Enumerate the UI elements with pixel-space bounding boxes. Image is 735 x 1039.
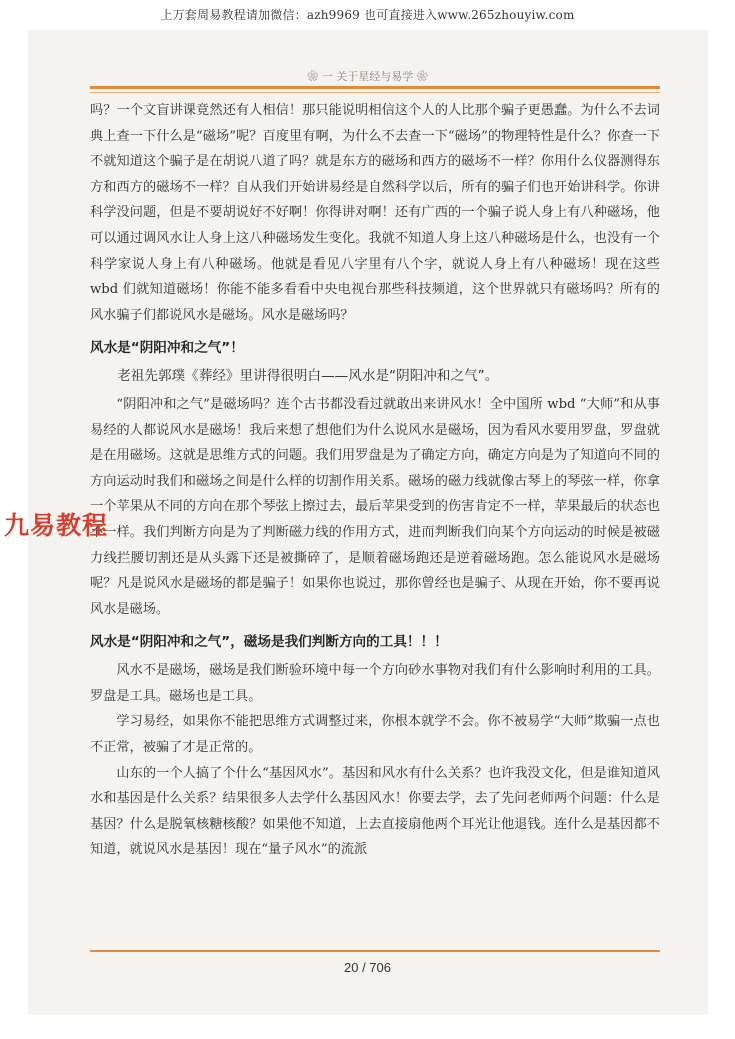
footer-divider xyxy=(90,950,660,952)
paragraph: 风水不是磁场，磁场是我们断验环境中每一个方向砂水事物对我们有什么影响时利用的工具。罗盘是工具。磁场也是工具。 xyxy=(90,663,660,704)
paragraph: “阴阳冲和之气”是磁场吗？连个古书都没看过就敢出来讲风水！全中国所 wbd “大师”和从事易经的人都说风水是磁场！我后来想了想他们为什么说风水是磁场，因为看风水要用罗盘，罗盘就是在用磁场。这就是思维方式的问题。我们用罗盘是为了确定方向，确定方向是为了知道向不同的方向运动时我们和磁场之间是什么样的切割作用关系。磁场的磁力线就像古琴上的琴弦一样，你拿一个苹果从不同的方向在那个琴弦上擦过去，最后苹果受到的伤害肯定不一样，苹果最后的状态也不一样。我们判断方向是为了判断磁力线的作用方式，进而判断我们向某个方向运动的时候是被磁力线拦腰切割还是从头露下还是被撕碎了，是顺着磁场跑还是逆着磁场跑。怎么能说风水是磁场呢？凡是说风水是磁场的都是骗子！如果你也说过，那你曾经也是骗子、从现在开始，你不要再说风水是磁场。 xyxy=(90,396,660,617)
page-number: 20 / 706 xyxy=(344,960,391,975)
header-divider-thin xyxy=(90,92,660,93)
chapter-header: ❀ 一 关于星经与易学 ❀ xyxy=(307,70,428,83)
header-divider xyxy=(90,86,660,89)
paragraph: 山东的一个人搞了个什么“基因风水”。基因和风水有什么关系？也许我没文化，但是谁知道风水和基因是什么关系？结果很多人去学什么基因风水！你要去学，去了先问老师两个问题：什么是基因？什么是脱氧核糖核酸？如果他不知道，上去直接扇他两个耳光让他退钱。连什么是基因都不知道，就说风水是基因！现在“量子风水”的流派 xyxy=(90,765,660,858)
paragraph: 吗？一个文盲讲课竟然还有人相信！那只能说明相信这个人的人比那个骗子更愚蠢。为什么不去词典上查一下什么是“磁场”呢？百度里有啊，为什么不去查一下“磁场”的物理特性是什么？你查一下不就知道这个骗子是在胡说八道了吗？就是东方的磁场和西方的磁场不一样？你用什么仪器测得东方和西方的磁场不一样？自从我们开始讲易经是自然科学以后，所有的骗子们也开始讲科学。你讲科学没问题，但是不要胡说好不好啊！你得讲对啊！还有广西的一个骗子说人身上有八种磁场，他可以通过调风水让人身上这八种磁场发生变化。我就不知道人身上这八种磁场是什么，也没有一个科学家说人身上有八种磁场。他就是看见八字里有八个字，就说人身上有八种磁场！现在这些 wbd 们就知道磁场！你能不能多看看中央电视台那些科技频道，这个世界就只有磁场吗？所有的风水骗子们都说风水是磁场。风水是磁场吗？ xyxy=(90,103,660,323)
page-body xyxy=(90,98,660,863)
paragraph: 学习易经，如果你不能把思维方式调整过来，你根本就学不会。你不被易学“大师”欺骗一点也不正常，被骗了才是正常的。 xyxy=(90,714,660,756)
section-heading: 风水是“阴阳冲和之气”，磁场是我们判断方向的工具！！！ xyxy=(90,634,448,651)
lead-sentence: 老祖先郭璞《葬经》里讲得很明白——风水是“阴阳冲和之气”。 xyxy=(117,368,499,385)
side-logo-watermark: 九易教程 xyxy=(4,511,109,540)
section-heading: 风水是“阴阳冲和之气”！ xyxy=(90,340,244,357)
top-watermark: 上万套周易教程请加微信：azh9969 也可直接进入www.265zhouyiw.com xyxy=(160,8,575,22)
